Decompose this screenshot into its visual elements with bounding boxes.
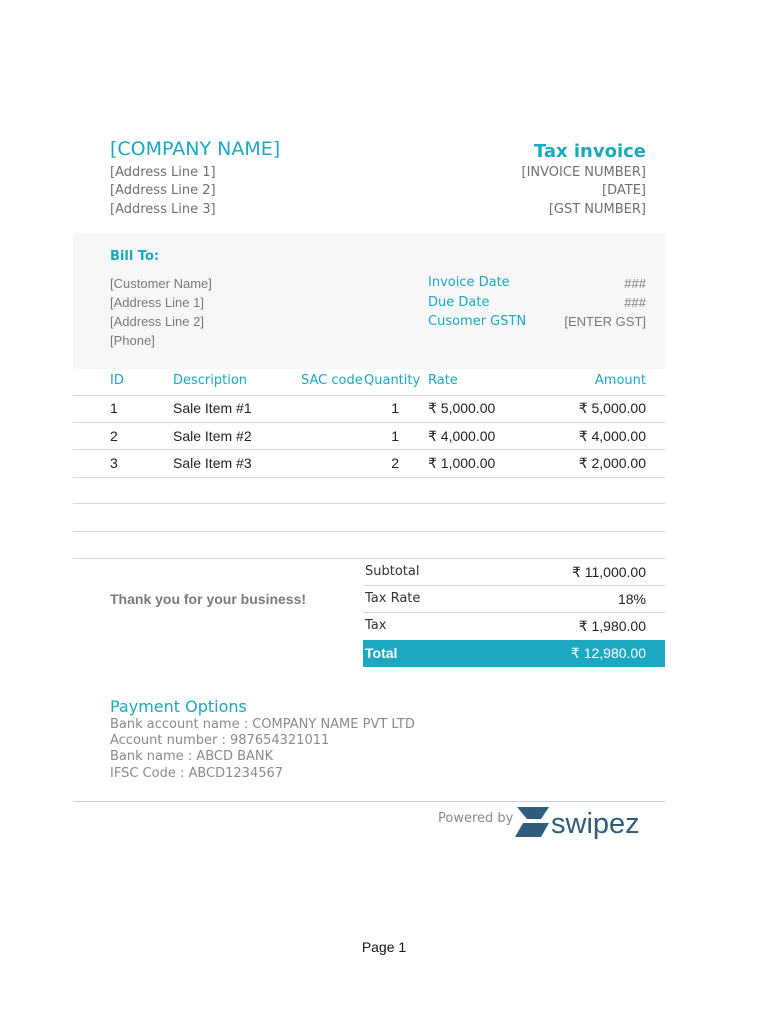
invoice-date-label: Invoice Date (428, 275, 510, 290)
payment-options-title: Payment Options (110, 697, 247, 716)
bank-name: Bank name : ABCD BANK (110, 749, 274, 764)
cell-quantity: 1 (391, 400, 399, 416)
customer-phone: [Phone] (110, 333, 155, 348)
tax-rate-value: 18% (617, 591, 646, 607)
cell-amount: ₹ 5,000.00 (578, 400, 646, 416)
account-number: Account number : 987654321011 (110, 733, 330, 748)
table-divider (73, 395, 665, 396)
total-label: Total (365, 645, 398, 661)
bill-to-label: Bill To: (110, 249, 160, 264)
document-title: Tax invoice (533, 141, 646, 162)
brand-wordmark: swipez (551, 808, 640, 840)
summary-divider (363, 585, 665, 586)
cell-id: 3 (110, 455, 118, 471)
invoice-date: [DATE] (602, 183, 646, 198)
powered-by-label: Powered by (438, 811, 514, 826)
cell-description: Sale Item #1 (173, 400, 252, 416)
tax-value: ₹ 1,980.00 (578, 618, 646, 634)
company-address-line-2: [Address Line 2] (110, 183, 216, 198)
table-divider (73, 531, 665, 532)
footer-divider (73, 801, 665, 802)
table-divider (73, 558, 665, 559)
invoice-number: [INVOICE NUMBER] (521, 165, 646, 180)
table-divider (73, 422, 665, 423)
cell-rate: ₹ 4,000.00 (428, 428, 496, 444)
cell-amount: ₹ 4,000.00 (578, 428, 646, 444)
company-name: [COMPANY NAME] (110, 138, 281, 160)
gst-number: [GST NUMBER] (548, 202, 646, 217)
column-header-sac-code: SAC code (301, 373, 363, 388)
cell-rate: ₹ 1,000.00 (428, 455, 496, 471)
cell-quantity: 1 (391, 428, 399, 444)
column-header-description: Description (173, 373, 248, 388)
customer-address-line-1: [Address Line 1] (110, 295, 204, 310)
cell-rate: ₹ 5,000.00 (428, 400, 496, 416)
cell-description: Sale Item #2 (173, 428, 252, 444)
swipez-logo-icon (515, 803, 663, 845)
summary-divider (363, 612, 665, 613)
table-divider (73, 449, 665, 450)
cell-amount: ₹ 2,000.00 (578, 455, 646, 471)
table-divider (73, 503, 665, 504)
invoice-date-value: ### (624, 276, 646, 291)
tax-rate-label: Tax Rate (365, 591, 421, 606)
bank-account-name: Bank account name : COMPANY NAME PVT LTD (110, 717, 415, 732)
cell-quantity: 2 (391, 455, 399, 471)
swipez-logo-graphic (515, 803, 663, 841)
company-address-line-1: [Address Line 1] (110, 165, 216, 180)
cell-id: 1 (110, 400, 118, 416)
tax-label: Tax (365, 618, 387, 633)
column-header-amount: Amount (594, 373, 646, 388)
page-number: Page 1 (361, 939, 407, 955)
due-date-label: Due Date (428, 295, 490, 310)
customer-address-line-2: [Address Line 2] (110, 314, 204, 329)
due-date-value: ### (624, 295, 646, 310)
column-header-rate: Rate (428, 373, 458, 388)
cell-id: 2 (110, 428, 118, 444)
customer-name: [Customer Name] (110, 276, 212, 291)
customer-gstn-label: Cusomer GSTN (428, 314, 527, 329)
column-header-id: ID (110, 373, 124, 388)
subtotal-label: Subtotal (365, 564, 420, 579)
cell-description: Sale Item #3 (173, 455, 252, 471)
total-value: ₹ 12,980.00 (570, 645, 646, 661)
ifsc-code: IFSC Code : ABCD1234567 (110, 766, 284, 781)
subtotal-value: ₹ 11,000.00 (571, 564, 646, 580)
customer-gstn-value: [ENTER GST] (564, 314, 646, 329)
thank-you-note: Thank you for your business! (110, 591, 307, 607)
company-address-line-3: [Address Line 3] (110, 202, 216, 217)
column-header-quantity: Quantity (364, 373, 421, 388)
table-divider (73, 477, 665, 478)
